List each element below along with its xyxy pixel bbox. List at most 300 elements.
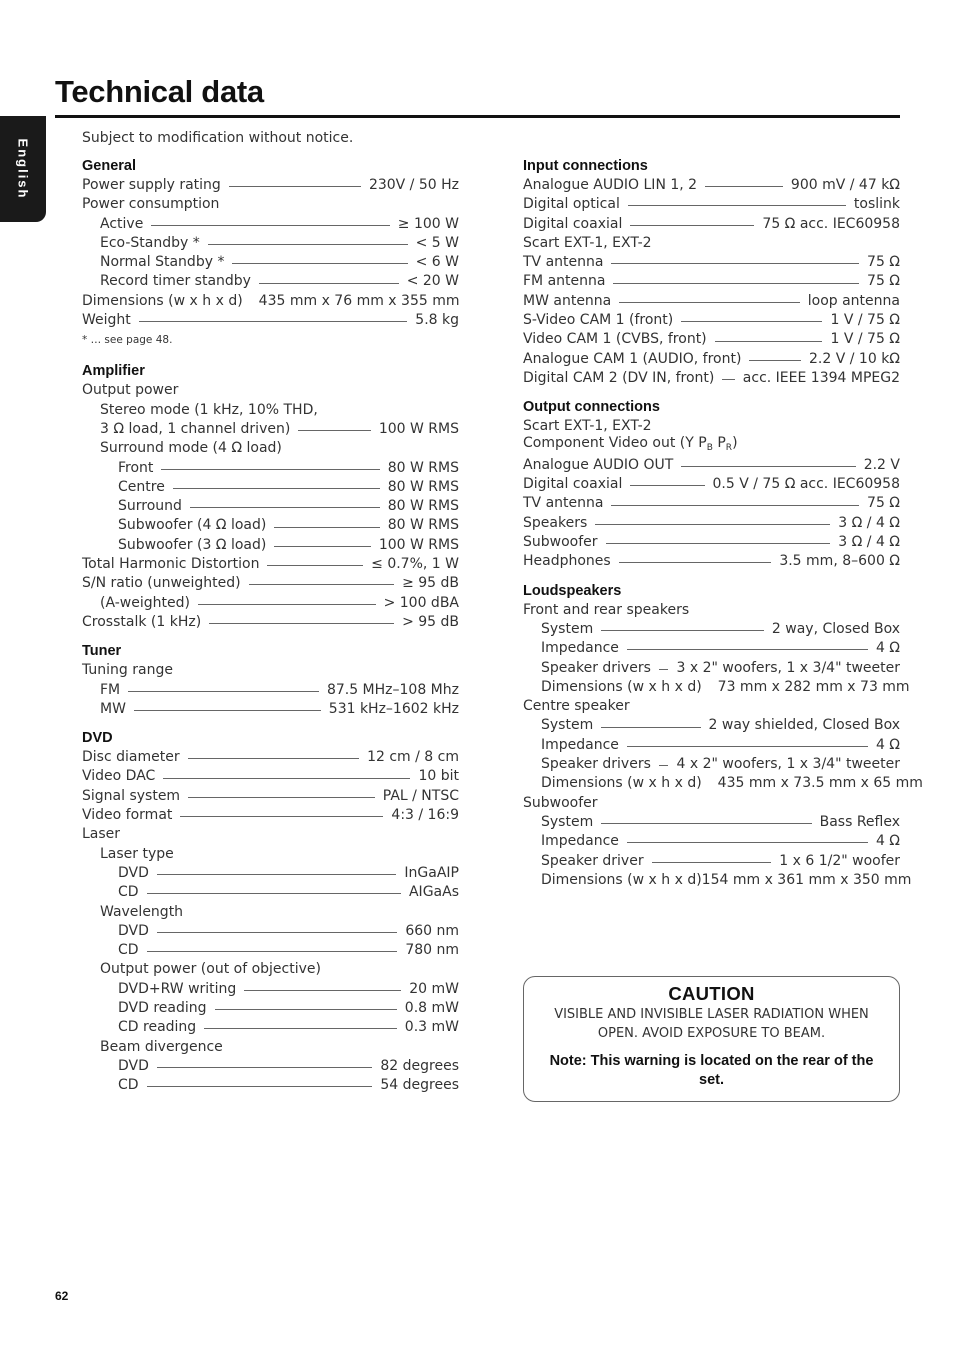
spec-value: 900 mV / 47 kΩ [790, 177, 900, 193]
spec-label [541, 736, 619, 755]
leader-line [627, 649, 868, 650]
spec-label-text: Surround [118, 498, 182, 515]
spec-row [82, 845, 459, 864]
spec-value: 1 V / 75 Ω [830, 312, 900, 329]
spec-value: ≥ 100 W [397, 215, 459, 232]
leader-line [147, 1086, 373, 1087]
spec-value: 4 Ω [875, 640, 900, 657]
spec-row [82, 1038, 459, 1057]
caution-text: VISIBLE AND INVISIBLE LASER RADIATION WHEN OPEN. AVOID EXPOSURE TO BEAM. [554, 1007, 869, 1041]
spec-value: toslink [853, 196, 900, 213]
spec-label [100, 960, 321, 979]
leader-line [613, 283, 859, 284]
spec-label-text: Component Video out (Y P [523, 435, 707, 452]
leader-line [229, 186, 361, 187]
spec-row [523, 215, 900, 234]
section-heading: Loudspeakers [523, 582, 622, 599]
leader-line [128, 691, 319, 692]
spec-label [100, 594, 190, 613]
spec-label [118, 516, 266, 535]
spec-label-text: Subwoofer [523, 534, 598, 551]
spec-label-text: Analogue AUDIO OUT [523, 456, 674, 473]
spec-value: 54 degrees [380, 1077, 459, 1094]
spec-label-text: Centre speaker [523, 698, 630, 715]
leader-line [151, 225, 389, 226]
spec-label-text: Output power (out of objective) [100, 961, 321, 978]
section-heading: General [82, 158, 136, 174]
spec-label [523, 311, 673, 330]
spec-label [523, 350, 741, 369]
leader-line [611, 505, 859, 506]
spec-label-text: Wavelength [100, 903, 184, 920]
spec-label-text: S/N ratio (unweighted) [82, 575, 241, 592]
spec-label [523, 369, 714, 388]
spec-label-text: FM [100, 681, 121, 698]
section-heading: DVD [82, 730, 113, 747]
spec-value: < 5 W [415, 234, 459, 251]
spec-label [82, 806, 172, 825]
spec-label-text: Eco-Standby * [100, 234, 200, 251]
spec-label-text: DVD reading [118, 999, 207, 1016]
spec-label [118, 1057, 149, 1076]
spec-label [82, 176, 221, 195]
spec-label [118, 999, 207, 1018]
leader-line [715, 341, 823, 342]
spec-label [100, 401, 318, 420]
spec-row [523, 813, 900, 832]
spec-label [118, 864, 149, 883]
spec-label [523, 292, 611, 311]
spec-label [118, 1018, 196, 1037]
spec-label-text: Video DAC [82, 768, 156, 785]
spec-value: 75 Ω acc. IEC60958 [762, 215, 900, 232]
spec-label [100, 1038, 223, 1057]
spec-value: InGaAIP [404, 864, 459, 881]
spec-label [100, 903, 183, 922]
spec-label [523, 494, 603, 513]
spec-value: 3 x 2" woofers, 1 x 3/4" tweeter [676, 659, 900, 676]
spec-label-text: MW antenna [523, 292, 612, 309]
spec-row [82, 497, 459, 516]
spec-value: 80 W RMS [387, 459, 459, 476]
spec-label [523, 253, 603, 272]
caution-note: Note: This warning is located on the rear of the set. [549, 1053, 874, 1088]
spec-row [82, 439, 459, 458]
spec-value: 75 Ω [867, 273, 900, 290]
spec-row [523, 292, 900, 311]
spec-label-text: DVD+RW writing [118, 980, 237, 997]
leader-line [215, 1009, 397, 1010]
spec-label [523, 176, 697, 195]
spec-label-text: CD reading [118, 1019, 197, 1036]
spec-row [82, 215, 459, 234]
spec-label [82, 748, 180, 767]
spec-label [523, 552, 611, 571]
spec-label-text: System [541, 620, 594, 637]
spec-label [523, 514, 587, 533]
spec-label [523, 794, 598, 813]
spec-label-subscript: B [706, 443, 713, 454]
leader-line [188, 758, 360, 759]
spec-row [523, 456, 900, 475]
spec-value: 73 mm x 282 mm x 73 mm [717, 678, 910, 695]
spec-value: < 20 W [406, 273, 459, 290]
spec-label-text: Crosstalk (1 kHz) [82, 613, 202, 630]
spec-label [541, 755, 651, 774]
spec-row [82, 960, 459, 979]
spec-label-text: Scart EXT-1, EXT-2 [523, 418, 652, 435]
leader-line [659, 669, 669, 670]
spec-label [118, 980, 236, 999]
spec-row [82, 272, 459, 291]
leader-line [161, 469, 379, 470]
leader-line [749, 360, 801, 361]
spec-label [82, 613, 201, 632]
spec-label-text: DVD [118, 864, 149, 881]
spec-row [82, 253, 459, 272]
spec-value: 75 Ω [867, 254, 900, 271]
spec-row [82, 681, 459, 700]
leader-line [163, 778, 410, 779]
spec-row [82, 748, 459, 767]
spec-label-text: Subwoofer (4 Ω load) [118, 517, 267, 534]
spec-value: 780 nm [405, 942, 459, 959]
spec-label-text: Laser type [100, 845, 174, 862]
leader-line [619, 302, 799, 303]
spec-label-text: MW [100, 700, 126, 717]
spec-label [523, 434, 738, 458]
spec-row [523, 176, 900, 195]
section-heading: Tuner [82, 643, 122, 660]
spec-label-text: Front [118, 459, 154, 476]
spec-label-text: Video format [82, 807, 173, 824]
leader-line [204, 1028, 397, 1029]
spec-row [82, 700, 459, 719]
spec-label [118, 478, 165, 497]
spec-value: acc. IEEE 1394 MPEG2 [742, 369, 900, 386]
spec-value: 660 nm [405, 922, 459, 939]
spec-row [82, 883, 459, 902]
leader-line [259, 283, 399, 284]
leader-line [198, 604, 376, 605]
spec-row [82, 787, 459, 806]
spec-row [523, 514, 900, 533]
spec-label-text: Signal system [82, 787, 181, 804]
leader-line [173, 488, 380, 489]
spec-row [82, 478, 459, 497]
spec-value: 100 W RMS [378, 536, 459, 553]
spec-label-text: Scart EXT-1, EXT-2 [523, 234, 652, 251]
spec-value: 435 mm x 76 mm x 355 mm [258, 292, 460, 309]
spec-value: ≥ 95 dB [402, 575, 459, 592]
spec-label [82, 767, 155, 786]
spec-value: 230V / 50 Hz [368, 177, 459, 193]
spec-value: 80 W RMS [387, 478, 459, 495]
leader-line [681, 321, 822, 322]
leader-line [601, 630, 764, 631]
leader-line [630, 225, 754, 226]
leader-line [627, 746, 868, 747]
spec-label-text: CD [118, 942, 139, 959]
spec-value: 3.5 mm, 8–600 Ω [779, 553, 900, 570]
spec-label [82, 381, 178, 400]
spec-label-text: Dimensions (w x h x d) [541, 775, 702, 792]
spec-label [541, 774, 702, 793]
spec-row [523, 639, 900, 658]
spec-row [523, 832, 900, 851]
spec-row [523, 736, 900, 755]
language-tab [0, 116, 46, 222]
spec-label-text: CD [118, 1077, 139, 1094]
spec-label [100, 234, 200, 253]
spec-label-text: TV antenna [523, 254, 604, 271]
spec-value: 10 bit [418, 768, 459, 785]
spec-row [82, 401, 459, 420]
leader-line [606, 543, 831, 544]
spec-label [82, 195, 219, 214]
spec-value: ≤ 0.7%, 1 W [371, 556, 459, 573]
spec-label [100, 700, 126, 719]
spec-row [82, 594, 459, 613]
spec-value: loop antenna [807, 292, 900, 309]
leader-line [157, 932, 397, 933]
spec-row [523, 755, 900, 774]
spec-label [118, 497, 182, 516]
spec-value: 87.5 MHz–108 Mhz [326, 681, 459, 698]
spec-value: 4 Ω [875, 736, 900, 753]
spec-label [100, 420, 290, 439]
spec-label [118, 536, 266, 555]
spec-label [100, 253, 224, 272]
spec-label-text: Weight [82, 312, 131, 329]
spec-label-text: Dimensions (w x h x d) [541, 871, 702, 888]
spec-row [82, 311, 459, 330]
spec-label-text: Digital CAM 2 (DV IN, front) [523, 369, 715, 386]
spec-label [100, 845, 174, 864]
leader-line [627, 842, 868, 843]
spec-row [82, 234, 459, 253]
leader-line [244, 990, 401, 991]
spec-label-subscript: R [725, 443, 733, 454]
spec-label [100, 439, 282, 458]
leader-line [190, 507, 380, 508]
spec-label-text: System [541, 813, 594, 830]
spec-value: 82 degrees [380, 1057, 459, 1074]
spec-label-text: Speaker driver [541, 852, 644, 869]
leader-line [722, 379, 734, 380]
spec-row [523, 697, 900, 716]
spec-row [82, 195, 459, 214]
spec-label-text: Power supply rating [82, 177, 221, 193]
spec-row [82, 922, 459, 941]
spec-row [82, 420, 459, 439]
spec-label-text: TV antenna [523, 495, 604, 512]
spec-label [523, 697, 630, 716]
spec-label [118, 883, 139, 902]
leader-line [595, 524, 830, 525]
leader-line [157, 1067, 372, 1068]
spec-row [523, 620, 900, 639]
spec-value: 3 Ω / 4 Ω [838, 514, 900, 531]
spec-label-text: CD [118, 884, 139, 901]
spec-label-text: ) [732, 435, 738, 452]
leader-line [601, 727, 700, 728]
spec-value: 2 way, Closed Box [771, 620, 900, 637]
spec-label-text: Headphones [523, 553, 611, 570]
spec-row [82, 176, 459, 195]
spec-value: 3 Ω / 4 Ω [838, 534, 900, 551]
spec-label-text: Dimensions (w x h x d) [82, 292, 243, 309]
spec-label-text: Normal Standby * [100, 254, 225, 271]
spec-label-text: Active [100, 215, 144, 232]
spec-row [82, 999, 459, 1018]
spec-row [82, 536, 459, 555]
spec-label-text: Analogue CAM 1 (AUDIO, front) [523, 350, 742, 367]
spec-row [523, 659, 900, 678]
spec-value: 20 mW [409, 980, 459, 997]
spec-label-text: Speaker drivers [541, 659, 651, 676]
spec-label-text: Subwoofer (3 Ω load) [118, 536, 267, 553]
spec-row [82, 864, 459, 883]
spec-row [82, 1018, 459, 1037]
section-heading: Input connections [523, 158, 648, 174]
spec-label [541, 813, 593, 832]
spec-value: 80 W RMS [387, 498, 459, 515]
spec-label [100, 681, 120, 700]
spec-label [541, 716, 593, 735]
spec-value: 4 x 2" woofers, 1 x 3/4" tweeter [676, 756, 900, 773]
spec-label-text: FM antenna [523, 273, 606, 290]
spec-value: 1 V / 75 Ω [830, 331, 900, 348]
spec-label [118, 1076, 139, 1095]
spec-label [541, 620, 593, 639]
leader-line [157, 874, 397, 875]
leader-line [209, 623, 394, 624]
leader-line [147, 951, 398, 952]
spec-row [523, 475, 900, 494]
spec-row [523, 234, 900, 253]
spec-row [82, 941, 459, 960]
spec-row [523, 195, 900, 214]
leader-line [628, 205, 846, 206]
spec-label-text: Dimensions (w x h x d) [541, 678, 702, 695]
spec-label-text: P [712, 435, 726, 452]
spec-label-text: Speakers [523, 514, 588, 531]
spec-value: 75 Ω [867, 495, 900, 512]
spec-label [523, 195, 620, 214]
spec-row [82, 459, 459, 478]
spec-row [523, 774, 923, 793]
spec-label [541, 852, 644, 871]
subject-note: Subject to modification without notice. [82, 130, 354, 146]
spec-label-text: Tuning range [82, 662, 173, 679]
spec-row [82, 825, 459, 844]
footnote: * … see page 48. [82, 334, 173, 347]
spec-row [82, 574, 459, 593]
spec-label-text: (A-weighted) [100, 594, 190, 611]
spec-label-text: Digital coaxial [523, 215, 623, 232]
leader-line [267, 565, 363, 566]
spec-row [523, 533, 900, 552]
leader-line [139, 321, 408, 322]
spec-value: 100 W RMS [378, 420, 459, 437]
spec-label-text: Output power [82, 382, 179, 399]
spec-row [523, 311, 900, 330]
spec-row [523, 852, 900, 871]
spec-row [82, 292, 459, 311]
spec-label [541, 871, 702, 890]
spec-label [82, 825, 120, 844]
leader-line [208, 244, 408, 245]
spec-value: 80 W RMS [387, 517, 459, 534]
leader-line [619, 562, 772, 563]
spec-row [82, 381, 459, 400]
leader-line [188, 797, 375, 798]
spec-label-text: Record timer standby [100, 273, 251, 290]
spec-row [82, 1076, 459, 1095]
spec-row [523, 330, 900, 349]
language-tab-label: English [15, 138, 31, 200]
section-heading: Amplifier [82, 363, 145, 380]
spec-value: 2.2 V [863, 456, 900, 473]
spec-label-text: System [541, 717, 594, 734]
spec-row [523, 369, 900, 388]
spec-label [82, 787, 180, 806]
spec-label [523, 601, 689, 620]
spec-row [82, 1057, 459, 1076]
spec-label [100, 272, 251, 291]
spec-label [82, 292, 243, 311]
spec-label-text: Digital optical [523, 196, 620, 213]
spec-value: AIGaAs [408, 884, 459, 901]
spec-label-text: Digital coaxial [523, 476, 623, 493]
spec-label [541, 832, 619, 851]
spec-label [523, 456, 673, 475]
spec-label [523, 272, 605, 291]
spec-label-text: Laser [82, 826, 121, 843]
spec-row [82, 555, 459, 574]
spec-value: 154 mm x 361 mm x 350 mm [701, 871, 912, 888]
spec-row [82, 516, 459, 535]
spec-value: < 6 W [415, 254, 459, 271]
spec-label [82, 661, 173, 680]
leader-line [180, 816, 383, 817]
spec-label-text: Power consumption [82, 196, 220, 213]
spec-label-text: DVD [118, 1057, 149, 1074]
leader-line [147, 893, 401, 894]
leader-line [630, 485, 704, 486]
spec-row [82, 767, 459, 786]
spec-value: 0.3 mW [404, 1019, 459, 1036]
leader-line [249, 584, 394, 585]
leader-line [298, 430, 371, 431]
spec-value: 1 x 6 1/2" woofer [779, 852, 900, 869]
leader-line [659, 765, 669, 766]
spec-label-text: Centre [118, 478, 165, 495]
page-title: Technical data [55, 74, 264, 109]
spec-value: > 100 dBA [383, 594, 459, 611]
spec-label-text: 3 Ω load, 1 channel driven) [100, 420, 291, 437]
spec-label-text: Impedance [541, 640, 619, 657]
spec-value: 0.8 mW [404, 999, 459, 1016]
spec-row [523, 437, 900, 456]
spec-label [523, 330, 707, 349]
caution-heading: CAUTION [668, 983, 755, 1004]
spec-label [523, 533, 598, 552]
spec-label-text: Surround mode (4 Ω load) [100, 440, 282, 457]
spec-label-text: Subwoofer [523, 794, 598, 811]
spec-label-text: Video CAM 1 (CVBS, front) [523, 331, 707, 348]
